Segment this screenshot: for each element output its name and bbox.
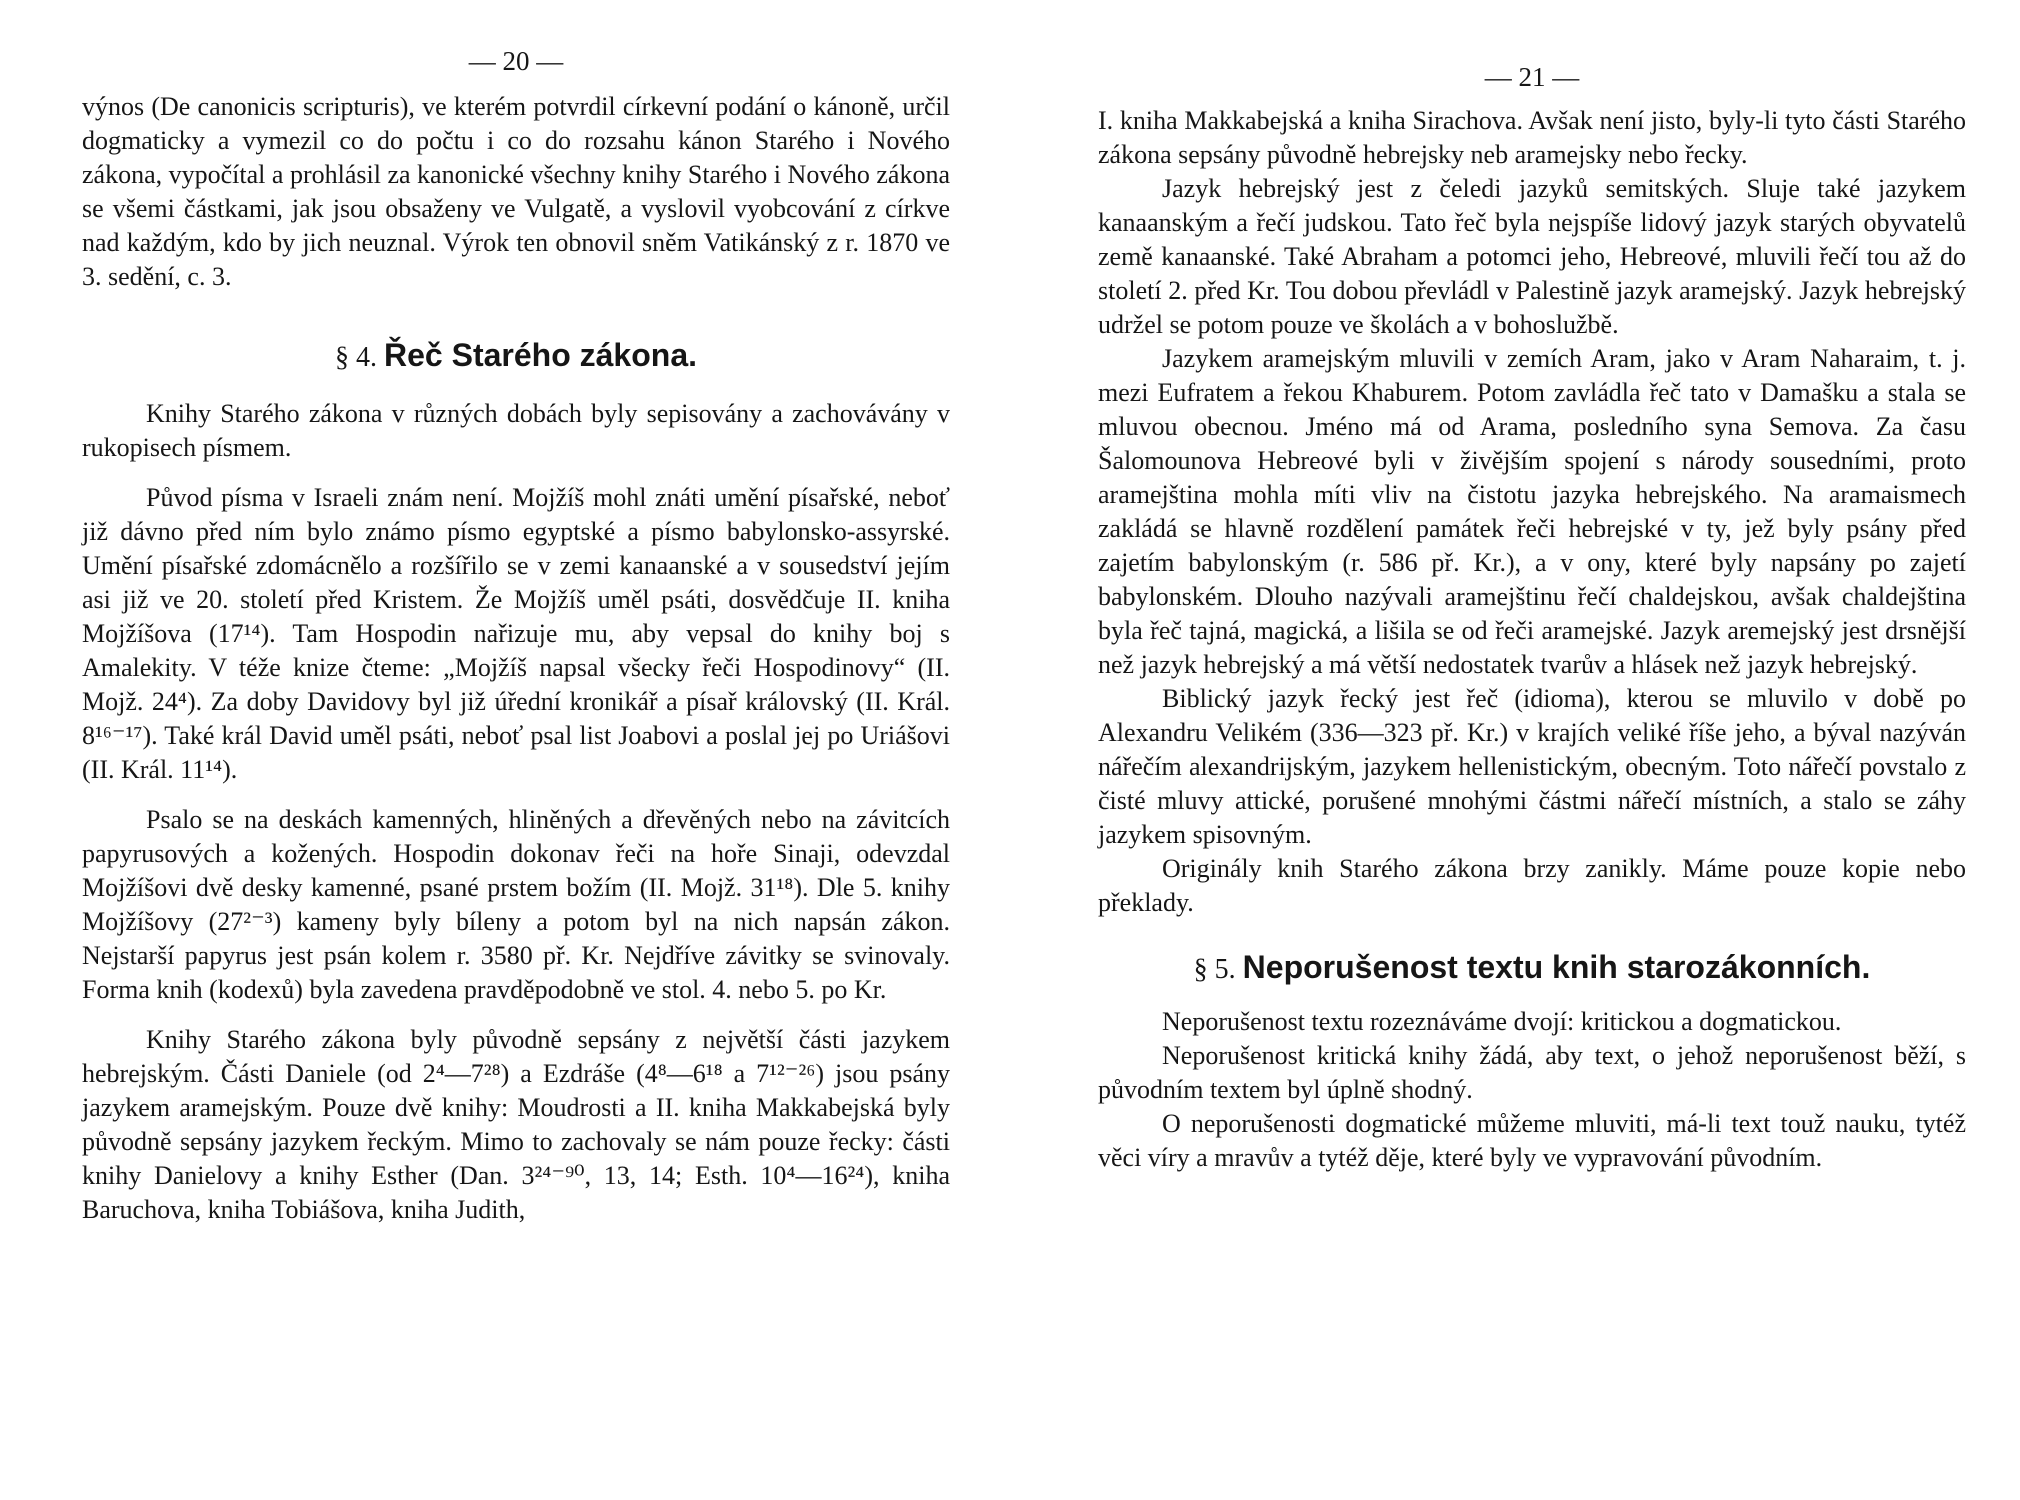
paragraph: O neporušenosti dogmatické můžeme mluviti, má-li text touž nauku, tytéž věci víry a mravův a tytéž děje, které byly ve vypravování původním. xyxy=(1098,1109,1966,1172)
section-number: § 5. xyxy=(1193,954,1236,985)
section-title: Neporušenost textu knih starozákonních. xyxy=(1242,949,1871,985)
right-page xyxy=(1098,0,1966,1500)
paragraph: Knihy Starého zákona byly původně sepsány z největší části jazykem hebrejským. Části Daniele (od 2⁴—7²⁸) a Ezdráše (4⁸—6¹⁸ a 7¹²⁻²⁶) jsou psány jazykem aramejským. Pouze dvě knihy: Moudrosti a II. kniha Makkabejská byly původně sepsány jazykem řeckým. Mimo to zachovaly se nám pouze řecky: části knihy Danielovy a knihy Esther (Dan. 3²⁴⁻⁹⁰, 13, 14; Esth. 10⁴—16²⁴), kniha Baruchova, kniha Tobiášova, kniha Judith, xyxy=(82,1025,950,1224)
page-number: — 21 — xyxy=(1484,62,1580,92)
paragraph: Knihy Starého zákona v různých dobách byly sepisovány a zachovávány v rukopisech písmem. xyxy=(82,399,950,462)
section-heading xyxy=(1098,950,1966,987)
paragraph: Neporušenost textu rozeznáváme dvojí: kritickou a dogmatickou. xyxy=(1162,1007,1842,1036)
paragraph: Psalo se na deskách kamenných, hliněných a dřevěných nebo na závitcích papyrusových a kožených. Hospodin dokonav řeči na hoře Sinaji, odevzdal Mojžíšovi dvě desky kamenné, psané prstem božím (II. Mojž. 31¹⁸). Dle 5. knihy Mojžíšovy (27²⁻³) kameny byly bíleny a potom byl na nich napsán zákon. Nejstarší papyrus jest psán kolem r. 3580 př. Kr. Nejdříve závitky se svinovaly. Forma knih (kodexů) byla zavedena pravděpodobně ve stol. 4. nebo 5. po Kr. xyxy=(82,805,950,1004)
section-number: § 4. xyxy=(335,342,377,373)
paragraph: Originály knih Starého zákona brzy zanikly. Máme pouze kopie nebo překlady. xyxy=(1098,854,1966,917)
paragraph: Neporušenost kritická knihy žádá, aby text, o jehož neporušenost běží, s původním textem byl úplně shodný. xyxy=(1098,1041,1966,1104)
paragraph: Původ písma v Israeli znám není. Mojžíš mohl znáti umění písařské, neboť již dávno před ním bylo známo písmo egyptské a písmo babylonsko-assyrské. Umění písařské zdomácnělo a rozšířilo se v zemi kanaanské a v sousedství jejím asi již ve 20. století před Kristem. Že Mojžíš uměl psáti, dosvědčuje II. kniha Mojžíšova (17¹⁴). Tam Hospodin nařizuje mu, aby vepsal do knihy boj s Amalekity. V téže knize čteme: „Mojžíš napsal všecky řeči Hospodinovy“ (II. Mojž. 24⁴). Za doby Davidovy byl již úřední kronikář a písař královský (II. Král. 8¹⁶⁻¹⁷). Také král David uměl psáti, neboť psal list Joabovi a poslal jej po Uriášovi (II. Král. 11¹⁴). xyxy=(82,483,950,784)
paragraph: Biblický jazyk řecký jest řeč (idioma), kterou se mluvilo v době po Alexandru Velikém (336—323 př. Kr.) v krajích veliké říše jeho, a býval nazýván nářečím alexandrijským, jazykem hellenistickým, obecným. Toto nářečí povstalo z čisté mluvy attické, porušené mnohými částmi nářečí místních, a stalo se záhy jazykem spisovným. xyxy=(1098,684,1966,849)
left-page xyxy=(82,0,950,1500)
section-heading xyxy=(82,338,950,375)
paragraph: I. kniha Makkabejská a kniha Sirachova. Avšak není jisto, byly-li tyto části Starého zákona sepsány původně hebrejsky neb aramejsky nebo řecky. xyxy=(1098,106,1966,169)
page-number: — 20 — xyxy=(468,46,564,76)
paragraph: Jazyk hebrejský jest z čeledi jazyků semitských. Sluje také jazykem kanaanským a řečí judskou. Tato řeč byla nejspíše lidový jazyk starých obyvatelů země kanaanské. Také Abraham a potomci jeho, Hebreové, mluvili řečí tou až do století 2. před Kr. Tou dobou převládl v Palestině jazyk aramejský. Jazyk hebrejský udržel se potom pouze ve školách a v bohoslužbě. xyxy=(1098,174,1966,339)
paragraph: výnos (De canonicis scripturis), ve kterém potvrdil církevní podání o kánoně, určil dogmaticky a vymezil co do počtu i co do rozsahu kánon Starého i Nového zákona, vypočítal a prohlásil za kanonické všechny knihy Starého i Nového zákona se všemi částkami, jak jsou obsaženy ve Vulgatě, a vyslovil vyobcování z církve nad každým, kdo by jich neuznal. Výrok ten obnovil sněm Vatikánský z r. 1870 ve 3. sedění, c. 3. xyxy=(82,92,950,291)
section-title: Řeč Starého zákona. xyxy=(384,337,697,373)
paragraph: Jazykem aramejským mluvili v zemích Aram, jako v Aram Naharaim, t. j. mezi Eufratem a řekou Khaburem. Potom zavládla řeč tato v Damašku a stala se mluvou obecnou. Jméno má od Arama, posledního syna Semova. Za času Šalomounova Hebreové byli v živějším spojení s národy sousedními, proto aramejština mohla míti vliv na čistotu jazyka hebrejského. Na aramaismech zakládá se hlavně rozdělení památek řeči hebrejské v ty, jež byly psány před zajetím babylonským (r. 586 př. Kr.), a v ony, které byly napsány po zajetí babylonském. Dlouho nazývali aramejštinu řečí chaldejskou, avšak chaldejština byla řeč tajná, magická, a lišila se od řeči aramejské. Jazyk aremejský jest drsnější než jazyk hebrejský a má větší nedostatek tvarův a hlásek než jazyk hebrejský. xyxy=(1098,344,1966,679)
